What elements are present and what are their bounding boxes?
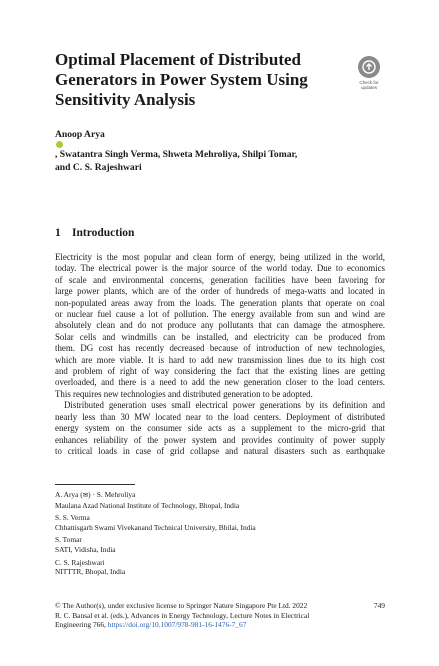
- title-line: Generators in Power System Using: [55, 70, 308, 89]
- text-line: absolutely clean and do not produce any pollutants that can damage the atmosphere.: [55, 320, 385, 331]
- envelope-icon[interactable]: ✉: [82, 491, 89, 499]
- text-line: overloaded, and there is a need to add the new generation closer to the load centers.: [55, 377, 385, 388]
- badge-label: [359, 80, 378, 90]
- text-line: and problem of right of way considering the fact that the existing lines are getting: [55, 366, 385, 377]
- citation-line: [55, 620, 385, 630]
- author-line: and C. S. Rajeshwari: [55, 162, 142, 173]
- doi-link[interactable]: https://doi.org/10.1007/978-981-16-1476-7_67: [107, 620, 247, 630]
- check-for-updates-icon: [358, 56, 380, 78]
- text-line: enhances reliability of the power system and provides continuity of power supply: [55, 434, 385, 445]
- text-line: Solar cells and windmills can be installed, and electricity can be produced from: [55, 331, 385, 342]
- citation-line: R. C. Bansal et al. (eds.), Advances in Energy Technology, Lecture Notes in Electrical: [55, 610, 310, 620]
- section-number: 1: [55, 227, 61, 239]
- copyright-line: [55, 601, 385, 611]
- text-line: large power plants, which are of the order of hundreds of mega-watts and located in: [55, 286, 385, 297]
- affiliation-institution: Chhattisgarh Swami Vivekanand Technical University, Bhilai, India: [55, 522, 256, 532]
- affiliation-authors: S. Tomar: [55, 535, 82, 545]
- text-line: This requires new technologies and distributed generation to be adopted.: [55, 388, 313, 399]
- text-line: today. The electrical power is the major source of the world today. Due to economics: [55, 263, 385, 274]
- author-list: [55, 128, 385, 174]
- text-line: Electricity is the most popular and clean form of energy, being utilized in the world,: [55, 252, 385, 262]
- section-heading: [55, 226, 134, 240]
- footnote-divider: [55, 484, 135, 485]
- title-line: Optimal Placement of Distributed: [55, 50, 301, 69]
- text-line: to critical loads in case of grid collapse and natural disasters such as earthquake: [55, 445, 385, 456]
- author-line: [55, 128, 385, 161]
- text-line: Distributed generation uses small electrical power generations by its definition and: [64, 400, 385, 411]
- affiliation-entry: [55, 513, 385, 533]
- affiliation-institution: Maulana Azad National Institute of Technology, Bhopal, India: [55, 500, 240, 510]
- text-line: them. DG cost has recently decreased because of introduction of new technologies,: [55, 343, 385, 354]
- section-title: Introduction: [72, 227, 135, 239]
- badge-label-line: Check for: [359, 80, 379, 85]
- affiliation-authors: C. S. Rajeshwari: [55, 557, 105, 567]
- badge-label-line: updates: [360, 85, 377, 90]
- affiliation-institution: SATI, Vidisha, India: [55, 545, 116, 555]
- paper-title: [55, 50, 345, 110]
- affiliation-entry: [55, 535, 385, 555]
- affiliation-institution: NITTTR, Bhopal, India: [55, 567, 126, 577]
- check-for-updates-badge[interactable]: [354, 56, 384, 90]
- body-text: [55, 252, 385, 457]
- affiliations: [55, 490, 385, 580]
- text-line: of scale and environmental concerns, generation facilities have been favoring for: [55, 274, 385, 285]
- orcid-icon[interactable]: [56, 141, 63, 148]
- author-name: A. Arya (: [55, 490, 83, 499]
- author-name: Anoop Arya: [55, 129, 105, 140]
- author-names: , Swatantra Singh Verma, Shweta Mehroliya, Shilpi Tomar,: [55, 149, 298, 160]
- affiliation-authors: S. S. Verma: [55, 513, 90, 523]
- author-name: ) · S. Mehroliya: [88, 490, 136, 499]
- text-line: non-populated areas away from the loads. The generation plants that operate on coal: [55, 297, 385, 308]
- affiliation-entry: [55, 558, 385, 578]
- copyright-text: © The Author(s), under exclusive license to Springer Nature Singapore Pte Ltd. 2022: [55, 601, 308, 610]
- page-number: 749: [373, 601, 385, 610]
- citation-text: Engineering 766,: [55, 620, 108, 630]
- text-line: nearly less than 30 MW located near to the load centers. Deployment of distributed: [55, 411, 385, 422]
- text-line: which are more viable. It is hard to add new transmission lines due to its high cost: [55, 354, 385, 365]
- title-line: Sensitivity Analysis: [55, 90, 196, 109]
- text-line: or nuclear fuel cause a lot of pollution. The energy available from sun and wind are: [55, 309, 385, 320]
- affiliation-entry: [55, 490, 385, 511]
- affiliation-authors: [55, 490, 385, 501]
- copyright-footer: [55, 601, 385, 630]
- text-line: energy system on the consumer side acts as a supplement to the micro-grid that: [55, 423, 385, 434]
